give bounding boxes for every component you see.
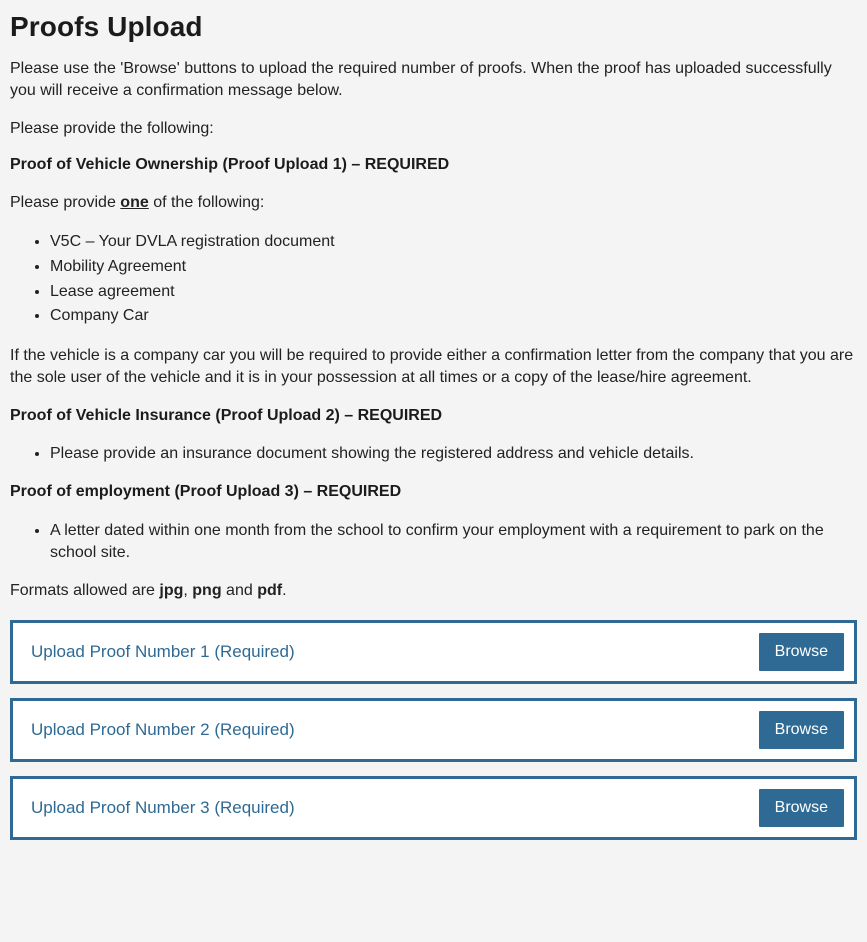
format-jpg: jpg bbox=[159, 581, 184, 599]
intro-paragraph: Please use the 'Browse' buttons to upload the required number of proofs. When the proof has uploaded successfully you will receive a confirmation message below. bbox=[10, 59, 832, 99]
company-car-note: If the vehicle is a company car you will be required to provide either a confirmation letter from the company that you are the sole user of the vehicle and it is in your possession at all times or a copy of the lease/hire agreement. bbox=[10, 347, 854, 387]
ownership-instruction bbox=[10, 192, 857, 214]
browse-button-3[interactable]: Browse bbox=[759, 789, 844, 827]
upload-label-1: Upload Proof Number 1 (Required) bbox=[31, 641, 295, 661]
formats-prefix: Formats allowed are bbox=[10, 581, 160, 599]
format-png: png bbox=[192, 581, 222, 599]
upload-field-1[interactable] bbox=[10, 620, 857, 684]
list-item: • Lease agreement bbox=[50, 280, 857, 305]
list-item: • Company Car bbox=[50, 304, 857, 329]
ownership-instruction-emphasis: one bbox=[120, 193, 149, 211]
insurance-options-list bbox=[10, 443, 857, 465]
list-item: • V5C – Your DVLA registration document bbox=[50, 230, 857, 255]
section-heading-ownership: Proof of Vehicle Ownership (Proof Upload 1) – REQUIRED bbox=[10, 155, 450, 173]
section-heading-insurance: Proof of Vehicle Insurance (Proof Upload 2) – REQUIRED bbox=[10, 407, 443, 425]
employment-options-list bbox=[10, 520, 857, 564]
list-item: • A letter dated within one month from the school to confirm your employment with a requirement to park on the school site. bbox=[50, 520, 857, 564]
list-item: • Please provide an insurance document showing the registered address and vehicle details. bbox=[50, 443, 857, 465]
page-title: Proofs Upload bbox=[10, 11, 203, 42]
ownership-instruction-prefix: Please provide bbox=[10, 193, 121, 211]
formats-sep-2: and bbox=[221, 581, 258, 599]
provide-following-text: Please provide the following: bbox=[10, 119, 214, 137]
section-heading-employment: Proof of employment (Proof Upload 3) – REQUIRED bbox=[10, 483, 402, 501]
ownership-options-list bbox=[10, 230, 857, 329]
browse-button-2[interactable]: Browse bbox=[759, 711, 844, 749]
list-item: • Mobility Agreement bbox=[50, 255, 857, 280]
upload-label-2: Upload Proof Number 2 (Required) bbox=[31, 719, 295, 739]
upload-field-3[interactable] bbox=[10, 776, 857, 840]
format-pdf: pdf bbox=[257, 581, 283, 599]
upload-label-3: Upload Proof Number 3 (Required) bbox=[31, 797, 295, 817]
ownership-instruction-suffix: of the following: bbox=[148, 193, 265, 211]
formats-allowed-text bbox=[10, 580, 857, 602]
upload-fields-group bbox=[10, 620, 857, 840]
upload-field-2[interactable] bbox=[10, 698, 857, 762]
browse-button-1[interactable]: Browse bbox=[759, 633, 844, 671]
formats-sep-1: , bbox=[183, 581, 193, 599]
formats-suffix: . bbox=[282, 581, 287, 599]
